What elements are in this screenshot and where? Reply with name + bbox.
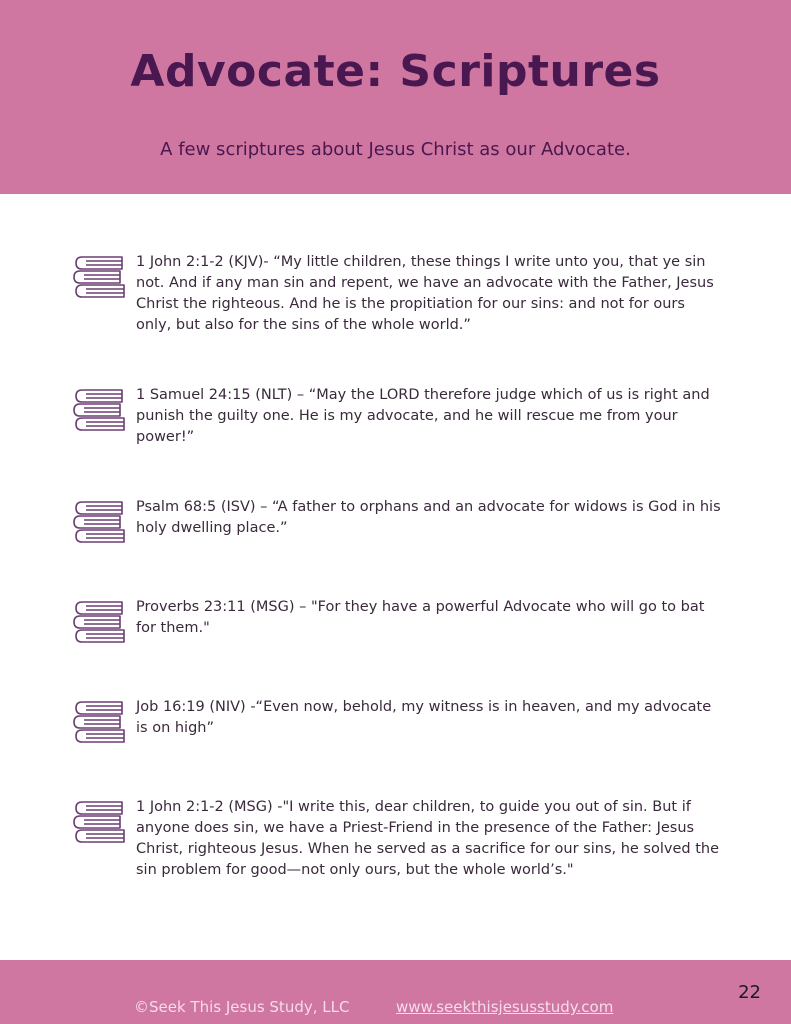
website-link[interactable]: www.seekthisjesusstudy.com (396, 998, 614, 1016)
page-number: 22 (738, 982, 761, 1003)
scripture-text: Psalm 68:5 (ISV) – “A father to orphans and an advocate for widows is God in his holy dwelling place.” (136, 499, 721, 536)
scripture-text: Proverbs 23:11 (MSG) – "For they have a powerful Advocate who will go to bat for them." (136, 599, 705, 636)
stacked-books-icon (72, 699, 126, 745)
header-band (0, 0, 791, 194)
scripture-text: 1 Samuel 24:15 (NLT) – “May the LORD therefore judge which of us is right and punish the guilty one. He is my advocate, and he will rescue me from your power!” (136, 387, 710, 445)
stacked-books-icon (72, 599, 126, 645)
stacked-books-icon (72, 254, 126, 300)
stacked-books-icon (72, 499, 126, 545)
scripture-text: Job 16:19 (NIV) -“Even now, behold, my witness is in heaven, and my advocate is on high” (136, 699, 712, 736)
copyright-text: ©Seek This Jesus Study, LLC (134, 998, 350, 1016)
page-title: Advocate: Scriptures (130, 46, 661, 97)
footer-band (0, 960, 791, 1024)
stacked-books-icon (72, 387, 126, 433)
stacked-books-icon (72, 799, 126, 845)
page-subtitle: A few scriptures about Jesus Christ as our Advocate. (160, 139, 631, 160)
scripture-text: 1 John 2:1-2 (MSG) -"I write this, dear children, to guide you out of sin. But if anyone does sin, we have a Priest-Friend in the presence of the Father: Jesus Christ, righteous Jesus. When he served as a sacrifice for our sins, he solved the sin problem for good—not only ours, but the whole world’s." (136, 799, 720, 878)
scripture-text: 1 John 2:1-2 (KJV)- “My little children, these things I write unto you, that ye sin not. And if any man sin and repent, we have an advocate with the Father, Jesus Christ the righteous. And he is the propitiation for our sins: and not for ours only, but also for the sins of the whole world.” (136, 254, 714, 333)
